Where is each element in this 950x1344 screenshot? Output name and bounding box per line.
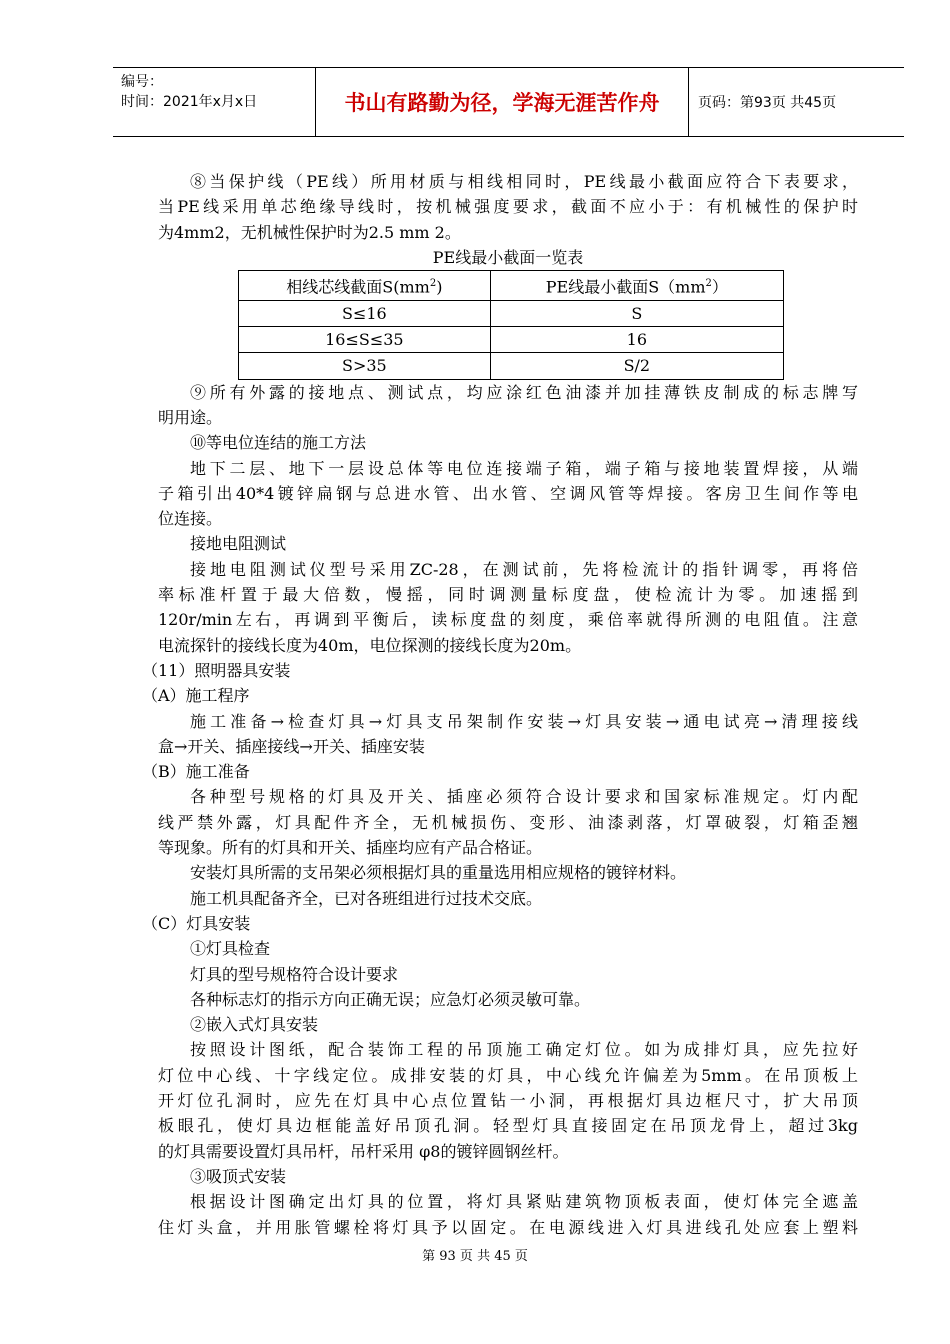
paragraph-ground-mark-1: ⑨所有外露的接地点、测试点，均应涂红色油漆并加挂薄铁皮制成的标志牌写 [190, 382, 858, 402]
table-row [239, 300, 784, 326]
header-meta [121, 72, 311, 112]
document-body [142, 169, 858, 1240]
paragraph-pe-line-3: 为4mm2，无机械性保护时为2.5 mm 2。 [158, 222, 461, 242]
paragraph-ceiling-heading: ③吸顶式安装 [190, 1166, 287, 1186]
paragraph-inspection-1: 灯具的型号规格符合设计要求 [190, 964, 399, 984]
header-page-info: 页码：第93页 共45页 [698, 95, 837, 111]
table-row [239, 327, 784, 353]
paragraph-bracket: 安装灯具所需的支吊架必须根据灯具的重量选用相应规格的镀锌材料。 [190, 863, 687, 883]
table-header-pe: PE线最小截面$S(mm^2)$ [490, 271, 783, 301]
section-heading-preparation: （B）施工准备 [142, 762, 250, 782]
paragraph-tools: 施工机具配备齐全，已对各班组进行过技术交底。 [190, 888, 543, 908]
header-motto-cell [315, 68, 689, 136]
table-cell: S≤16 [239, 300, 491, 326]
section-heading-procedure: （A）施工程序 [142, 686, 250, 706]
paragraph-ground-mark-2: 明用途。 [158, 408, 223, 427]
table-cell: S>35 [239, 353, 491, 379]
paragraph-recessed-4: 板眼孔，使灯具边框能盖好吊顶孔洞。轻型灯具直接固定在吊顶龙骨上，超过3kg [158, 1116, 858, 1136]
paragraph-recessed-5: 的灯具需要设置灯具吊杆，吊杆采用 φ8的镀锌圆钢丝杆。 [158, 1141, 569, 1161]
table-row [239, 353, 784, 379]
paragraph-ceiling-1: 根据设计图确定出灯具的位置，将灯具紧贴建筑物顶板表面，使灯体完全遮盖 [190, 1192, 858, 1212]
table-cell: 16 [490, 327, 783, 353]
paragraph-pe-line-1: ⑧当保护线（PE线）所用材质与相线相同时，PE线最小截面应符合下表要求， [190, 172, 858, 191]
table-cell: S [490, 300, 783, 326]
paragraph-equipotential-heading: ⑩等电位连结的施工方法 [190, 433, 367, 453]
document-number-label: 编号： [121, 74, 163, 90]
paragraph-preparation-1: 各种型号规格的灯具及开关、插座必须符合设计要求和国家标准规定。灯内配 [190, 787, 858, 807]
paragraph-resistance-2: 率标准杆置于最大倍数，慢摇，同时调测量标度盘，使检流计为零。加速摇到 [158, 585, 858, 605]
page-header [113, 67, 904, 137]
paragraph-recessed-1: 按照设计图纸，配合装饰工程的吊顶施工确定灯位。如为成排灯具，应先拉好 [190, 1040, 858, 1060]
paragraph-resistance-1: 接地电阻测试仪型号采用ZC-28，在测试前，先将检流计的指针调零，再将倍 [190, 559, 858, 579]
paragraph-equipotential-3: 位连接。 [158, 509, 223, 529]
paragraph-recessed-3: 开灯位孔洞时，应先在灯具中心点位置钻一小洞，再根据灯具边框尺寸，扩大吊顶 [158, 1091, 858, 1111]
page-footer: 第 93 页 共 45 页 [422, 1249, 528, 1264]
table-cell: 16≤S≤35 [239, 327, 491, 353]
section-heading-lighting: （11）照明器具安装 [142, 660, 291, 680]
paragraph-equipotential-2: 子箱引出40*4镀锌扁钢与总进水管、出水管、空调风管等焊接。客房卫生间作等电 [158, 483, 858, 503]
paragraph-resistance-heading: 接地电阻测试 [190, 534, 287, 554]
paragraph-resistance-3: 120r/min左右，再调到平衡后，读标度盘的刻度，乘倍率就得所测的电阻值。注意 [158, 610, 858, 630]
paragraph-inspection-heading: ①灯具检查 [190, 939, 271, 959]
paragraph-procedure-1: 施工准备→检查灯具→灯具支吊架制作安装→灯具安装→通电试亮→清理接线 [190, 711, 858, 731]
paragraph-inspection-2: 各种标志灯的指示方向正确无误；应急灯必须灵敏可靠。 [190, 989, 591, 1009]
pe-section-table [238, 270, 784, 380]
table-title: PE线最小截面一览表 [432, 247, 584, 267]
paragraph-resistance-4: 电流探针的接线长度为40m，电位探测的接线长度为20m。 [158, 635, 582, 655]
paragraph-recessed-2: 灯位中心线、十字线定位。成排安装的灯具，中心线允许偏差为5mm。在吊顶板上 [158, 1065, 858, 1085]
header-motto: 书山有路勤为径，学海无涯苦作舟 [344, 91, 660, 115]
paragraph-preparation-3: 等现象。所有的灯具和开关、插座均应有产品合格证。 [158, 838, 543, 858]
table-header-phase: 相线芯线截面$S(mm^2)$ [239, 271, 491, 301]
section-heading-installation: （C）灯具安装 [142, 913, 251, 933]
paragraph-recessed-heading: ②嵌入式灯具安装 [190, 1015, 319, 1035]
document-time-label: 时间：2021年x月x日 [121, 94, 258, 110]
table-header-row [239, 271, 784, 301]
paragraph-equipotential-1: 地下二层、地下一层设总体等电位连接端子箱，端子箱与接地装置焊接，从端 [190, 458, 858, 478]
table-cell: S/2 [490, 353, 783, 379]
paragraph-preparation-2: 线严禁外露，灯具配件齐全，无机械损伤、变形、油漆剥落，灯罩破裂，灯箱歪翘 [158, 812, 858, 832]
paragraph-ceiling-2: 住灯头盒，并用胀管螺栓将灯具予以固定。在电源线进入灯具进线孔处应套上塑料 [158, 1217, 858, 1237]
paragraph-pe-line-2: 当PE线采用单芯绝缘导线时，按机械强度要求，截面不应小于：有机械性的保护时 [158, 197, 858, 217]
paragraph-procedure-2: 盒→开关、插座接线→开关、插座安装 [158, 736, 425, 756]
